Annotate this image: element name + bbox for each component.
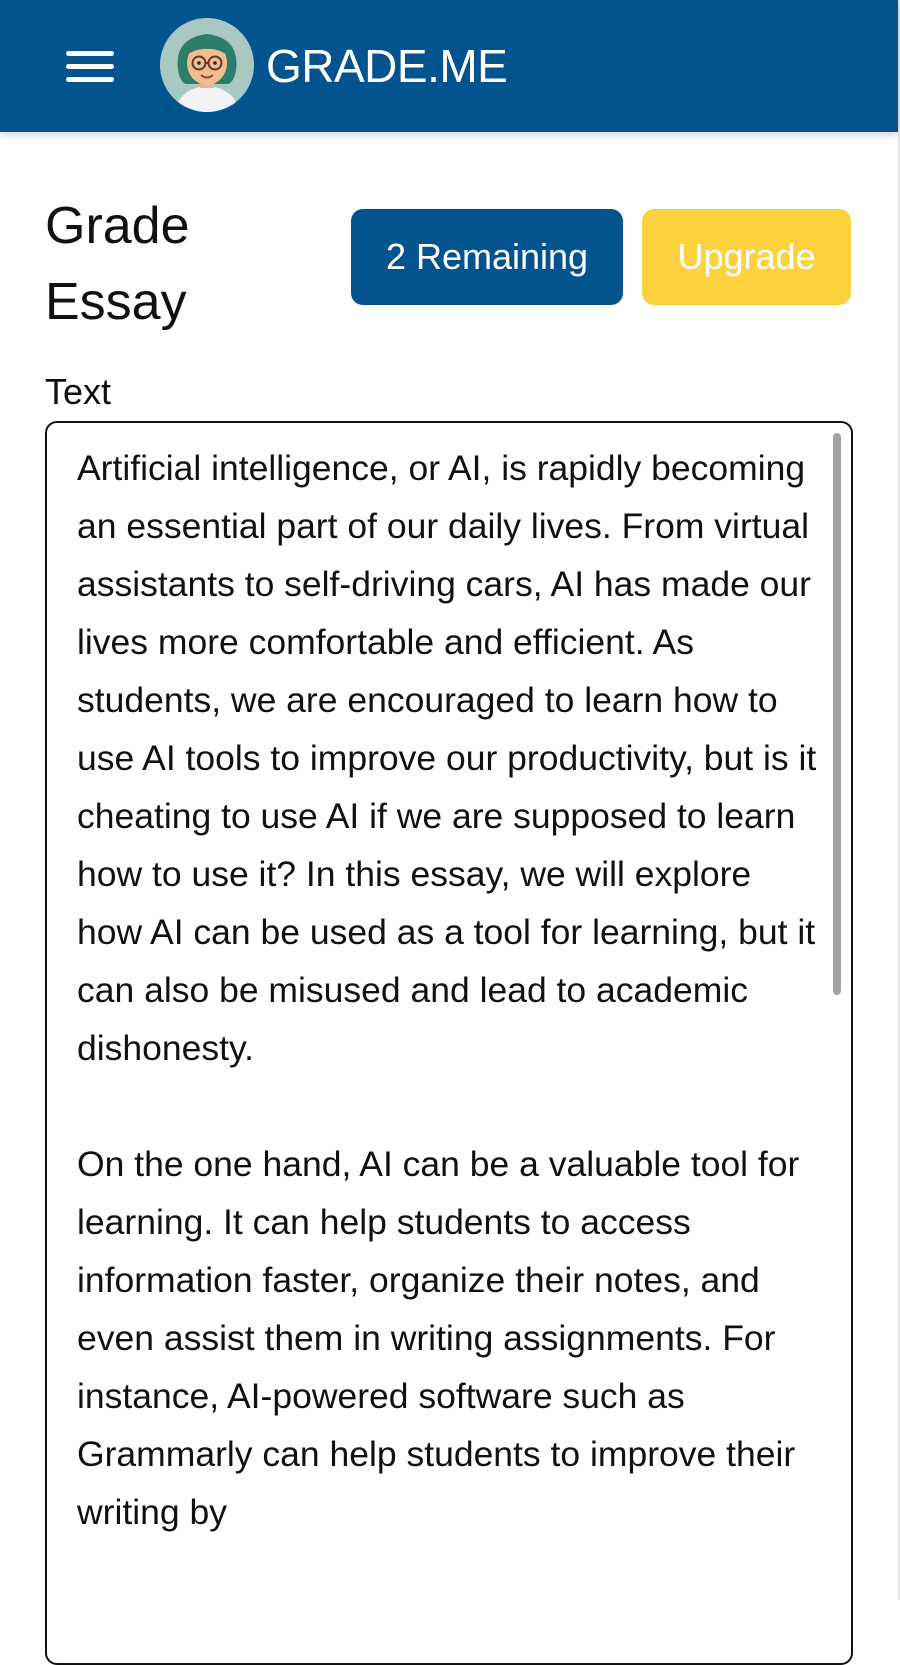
hamburger-menu-icon[interactable] bbox=[66, 48, 114, 84]
text-field-label: Text bbox=[45, 371, 112, 412]
remaining-credits-button[interactable]: 2 Remaining bbox=[351, 209, 623, 305]
page-title: Grade Essay bbox=[45, 197, 190, 331]
avatar[interactable] bbox=[160, 18, 254, 112]
essay-textarea[interactable] bbox=[45, 421, 853, 1665]
textarea-scrollbar-thumb[interactable] bbox=[833, 433, 841, 995]
upgrade-button[interactable]: Upgrade bbox=[642, 209, 851, 305]
brand-name[interactable]: GRADE.ME bbox=[266, 40, 508, 92]
top-navigation-bar bbox=[0, 0, 898, 132]
avatar-illustration bbox=[160, 18, 254, 112]
essay-text-content[interactable]: Artificial intelligence, or AI, is rapidly becoming an essential part of our daily lives. From virtual assistants to self-driving cars, AI has made our lives more comfortable and efficient. As students, we are encouraged to learn how to use AI tools to improve our productivity, but is it cheating to use AI if we are supposed to learn how to use it? In this essay, we will explore how AI can be used as a tool for learning, but it can also be misused and lead to academic dishonesty. On the one hand, AI can be a valuable tool for learning. It can help students to access information faster, organize their notes, and even assist them in writing assignments. For instance, AI-powered software such as Grammarly can help students to improve their writing by bbox=[77, 448, 817, 1532]
